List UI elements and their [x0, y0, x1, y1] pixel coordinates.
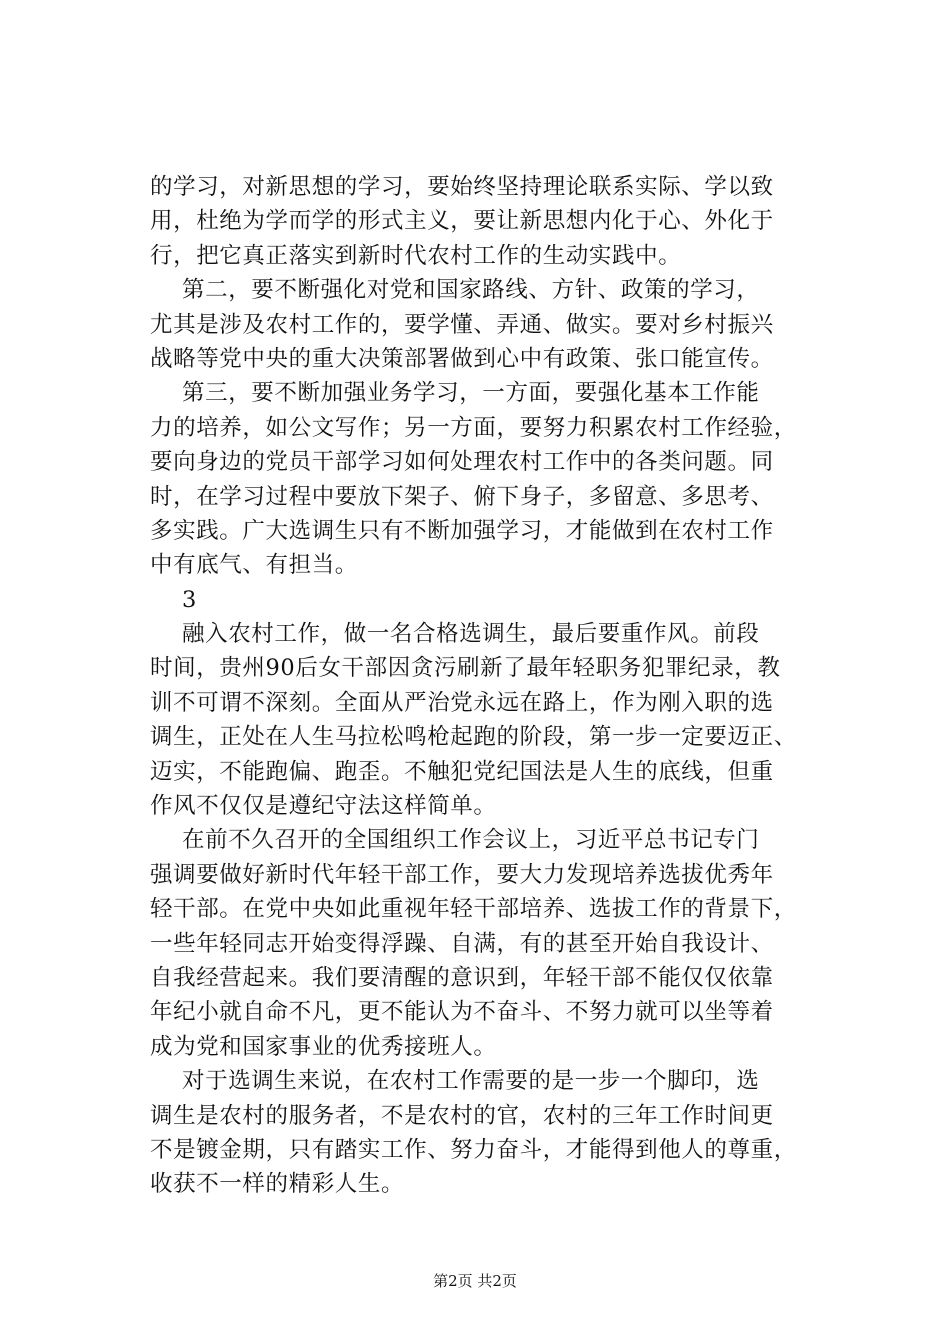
text-line: 调生是农村的服务者，不是农村的官，农村的三年工作时间更: [150, 1102, 774, 1129]
section-number: 3: [182, 586, 197, 613]
text-line: 要向身边的党员干部学习如何处理农村工作中的各类问题。同: [150, 449, 774, 476]
text-line: 的学习，对新思想的学习，要始终坚持理论联系实际、学以致: [150, 174, 774, 200]
document-body: [150, 170, 840, 1202]
text-line: 成为党和国家事业的优秀接班人。: [150, 1033, 497, 1060]
paragraph-start-line: 在前不久召开的全国组织工作会议上，习近平总书记专门: [182, 827, 760, 854]
paragraph-start-line: 融入农村工作，做一名合格选调生，最后要重作风。前段: [182, 621, 760, 648]
text-line: 年纪小就自命不凡，更不能认为不奋斗、不努力就可以坐等着: [150, 999, 774, 1026]
text-line: 中有底气、有担当。: [150, 552, 358, 579]
paragraph-start-line: 第三，要不断加强业务学习，一方面，要强化基本工作能: [182, 380, 760, 407]
text-line: 尤其是涉及农村工作的，要学懂、弄通、做实。要对乡村振兴: [150, 311, 774, 338]
text-line: 一些年轻同志开始变得浮躁、自满，有的甚至开始自我设计、: [150, 930, 774, 957]
text-line: 行，把它真正落实到新时代农村工作的生动实践中。: [150, 242, 682, 269]
page-number-label: 第2页 共2页: [433, 1272, 517, 1290]
text-line: 力的培养，如公文写作；另一方面，要努力积累农村工作经验，: [150, 414, 797, 441]
text-line: 强调要做好新时代年轻干部工作，要大力发现培养选拔优秀年: [150, 861, 774, 888]
text-line: 调生，正处在人生马拉松鸣枪起跑的阶段，第一步一定要迈正、: [150, 724, 797, 751]
text-line: 不是镀金期，只有踏实工作、努力奋斗，才能得到他人的尊重，: [150, 1136, 797, 1163]
paragraph-start-line: 对于选调生来说，在农村工作需要的是一步一个脚印，选: [182, 1068, 760, 1095]
text-line: 作风不仅仅是遵纪守法这样简单。: [150, 793, 497, 820]
text-line: 用，杜绝为学而学的形式主义，要让新思想内化于心、外化于: [150, 208, 774, 235]
text-line: 训不可谓不深刻。全面从严治党永远在路上，作为刚入职的选: [150, 689, 774, 716]
text-line: 收获不一样的精彩人生。: [150, 1171, 405, 1198]
text-line: 时间，贵州90后女干部因贪污刷新了最年轻职务犯罪纪录，教: [150, 655, 781, 682]
text-line: 多实践。广大选调生只有不断加强学习，才能做到在农村工作: [150, 517, 774, 544]
text-line: 战略等党中央的重大决策部署做到心中有政策、张口能宣传。: [150, 345, 774, 372]
paragraph-start-line: 第二，要不断强化对党和国家路线、方针、政策的学习，: [182, 277, 760, 304]
page-footer: [0, 1271, 950, 1291]
text-line: 迈实，不能跑偏、跑歪。不触犯党纪国法是人生的底线，但重: [150, 758, 774, 785]
text-line: 时，在学习过程中要放下架子、俯下身子，多留意、多思考、: [150, 483, 774, 510]
text-line: 轻干部。在党中央如此重视年轻干部培养、选拔工作的背景下，: [150, 896, 797, 923]
text-line: 自我经营起来。我们要清醒的意识到，年轻干部不能仅仅依靠: [150, 964, 774, 991]
